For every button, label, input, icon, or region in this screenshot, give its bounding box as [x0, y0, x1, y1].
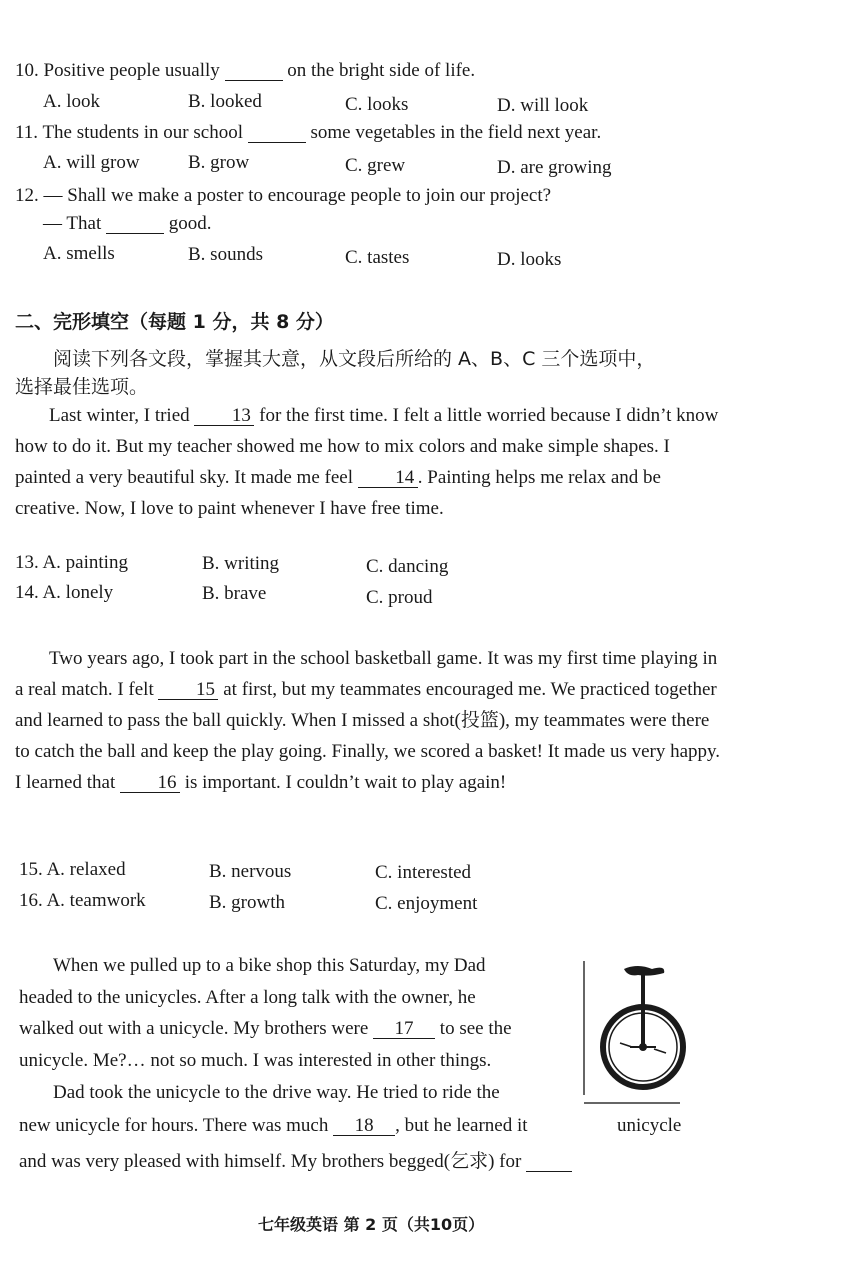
- q15-option-b: B. nervous: [209, 861, 292, 882]
- passage-1-text-3: . Painting helps me relax and be creative. Now, I love to paint whenever I have free time.: [15, 467, 661, 519]
- passage-3-line-6-text: new unicycle for hours. There was much: [19, 1115, 329, 1136]
- passage-3-line-7-text: and was very pleased with himself. My brothers begged(乞求) for: [19, 1151, 522, 1172]
- section-2-instruction-line2: 选择最佳选项。: [15, 376, 149, 398]
- passage-2-text-2: at first, but my teammates encouraged me. We practiced together and learned to pass the ball quickly. When I missed a shot(投篮), my teammates were there to catch the ball and keep the play going. Finally, we scored a basket! It made us very happy. I learned that: [15, 679, 721, 793]
- q14-option-a: 14. A. lonely: [15, 582, 114, 603]
- q16-option-b: B. growth: [209, 892, 285, 913]
- q13-option-a: 13. A. painting: [15, 552, 128, 573]
- q14-option-b: B. brave: [202, 583, 267, 604]
- q12-reply-post: good.: [168, 213, 212, 234]
- passage-1-text-1: Last winter, I tried: [49, 405, 190, 426]
- q13-option-c: C. dancing: [366, 556, 449, 577]
- q10-option-d: D. will look: [497, 95, 589, 116]
- passage-3-trailing-blank: [526, 1153, 572, 1172]
- q12-blank: [106, 215, 164, 234]
- q13-option-b: B. writing: [202, 553, 280, 574]
- passage-2: [15, 643, 725, 798]
- blank-13: 13: [194, 407, 254, 426]
- passage-1: [15, 400, 725, 524]
- q15-option-a: 15. A. relaxed: [19, 859, 126, 880]
- question-12: 12. — Shall we make a poster to encourage people to join our project?: [15, 185, 552, 206]
- q15-option-c: C. interested: [375, 862, 472, 883]
- passage-3-line-3: [19, 1018, 512, 1040]
- section-2-instruction-line1: 阅读下列各文段，掌握其大意，从文段后所给的 A、B、C 三个选项中，: [53, 348, 656, 370]
- passage-3-line-6: [19, 1115, 528, 1137]
- q10-stem-pre: 10. Positive people usually: [15, 60, 220, 81]
- blank-18: 18: [333, 1117, 395, 1136]
- passage-2-text-3: is important. I couldn’t wait to play again!: [184, 772, 507, 793]
- blank-16: 16: [120, 774, 180, 793]
- q11-option-b: B. grow: [188, 152, 250, 173]
- page-footer: 七年级英语 第 2 页（共10页）: [258, 1215, 485, 1234]
- passage-3-after-17: to see the: [439, 1018, 512, 1039]
- unicycle-figure: [580, 955, 710, 1105]
- passage-3-line-1: When we pulled up to a bike shop this Saturday, my Dad: [53, 955, 486, 976]
- q10-blank: [225, 62, 283, 81]
- unicycle-icon: [580, 955, 710, 1105]
- q11-option-d: D. are growing: [497, 157, 612, 178]
- q10-option-a: A. look: [43, 91, 100, 112]
- q11-option-a: A. will grow: [43, 152, 140, 173]
- passage-3-line-2: headed to the unicycles. After a long talk with the owner, he: [19, 987, 476, 1008]
- passage-3-line-5: Dad took the unicycle to the drive way. He tried to ride the: [53, 1082, 500, 1103]
- passage-3-after-18: , but he learned it: [395, 1115, 528, 1136]
- q11-stem-pre: 11. The students in our school: [15, 122, 243, 143]
- passage-2-text-1: Two years ago, I took part in the school basketball game. It was my first time playing in a real match. I felt: [15, 648, 718, 700]
- q12-reply: [43, 213, 211, 235]
- blank-14: 14: [358, 469, 418, 488]
- q16-option-a: 16. A. teamwork: [19, 890, 146, 911]
- q12-option-b: B. sounds: [188, 244, 263, 265]
- passage-3-line-4: unicycle. Me?… not so much. I was interested in other things.: [19, 1050, 492, 1071]
- q10-stem-post: on the bright side of life.: [287, 60, 476, 81]
- unicycle-caption: unicycle: [617, 1115, 682, 1136]
- question-11: [15, 122, 601, 144]
- q14-option-c: C. proud: [366, 587, 433, 608]
- q12-option-c: C. tastes: [345, 247, 410, 268]
- q10-option-b: B. looked: [188, 91, 262, 112]
- q12-reply-pre: — That: [43, 213, 102, 234]
- passage-3-line-7: [19, 1146, 572, 1173]
- blank-15: 15: [158, 681, 218, 700]
- q12-option-d: D. looks: [497, 249, 562, 270]
- q11-blank: [248, 124, 306, 143]
- q10-option-c: C. looks: [345, 94, 409, 115]
- section-2-title: 二、完形填空（每题 1 分，共 8 分）: [15, 311, 334, 333]
- q11-stem-post: some vegetables in the field next year.: [310, 122, 602, 143]
- q16-option-c: C. enjoyment: [375, 893, 478, 914]
- question-10: [15, 60, 475, 82]
- blank-17: 17: [373, 1020, 435, 1039]
- q11-option-c: C. grew: [345, 155, 406, 176]
- q12-option-a: A. smells: [43, 243, 115, 264]
- passage-1-text-2: for the first time. I felt a little worried because I didn’t know how to do it. But my teacher showed me how to mix colors and make simple shapes. I painted a very beautiful sky. It made me feel: [15, 405, 719, 488]
- passage-3-line-3-text: walked out with a unicycle. My brothers were: [19, 1018, 369, 1039]
